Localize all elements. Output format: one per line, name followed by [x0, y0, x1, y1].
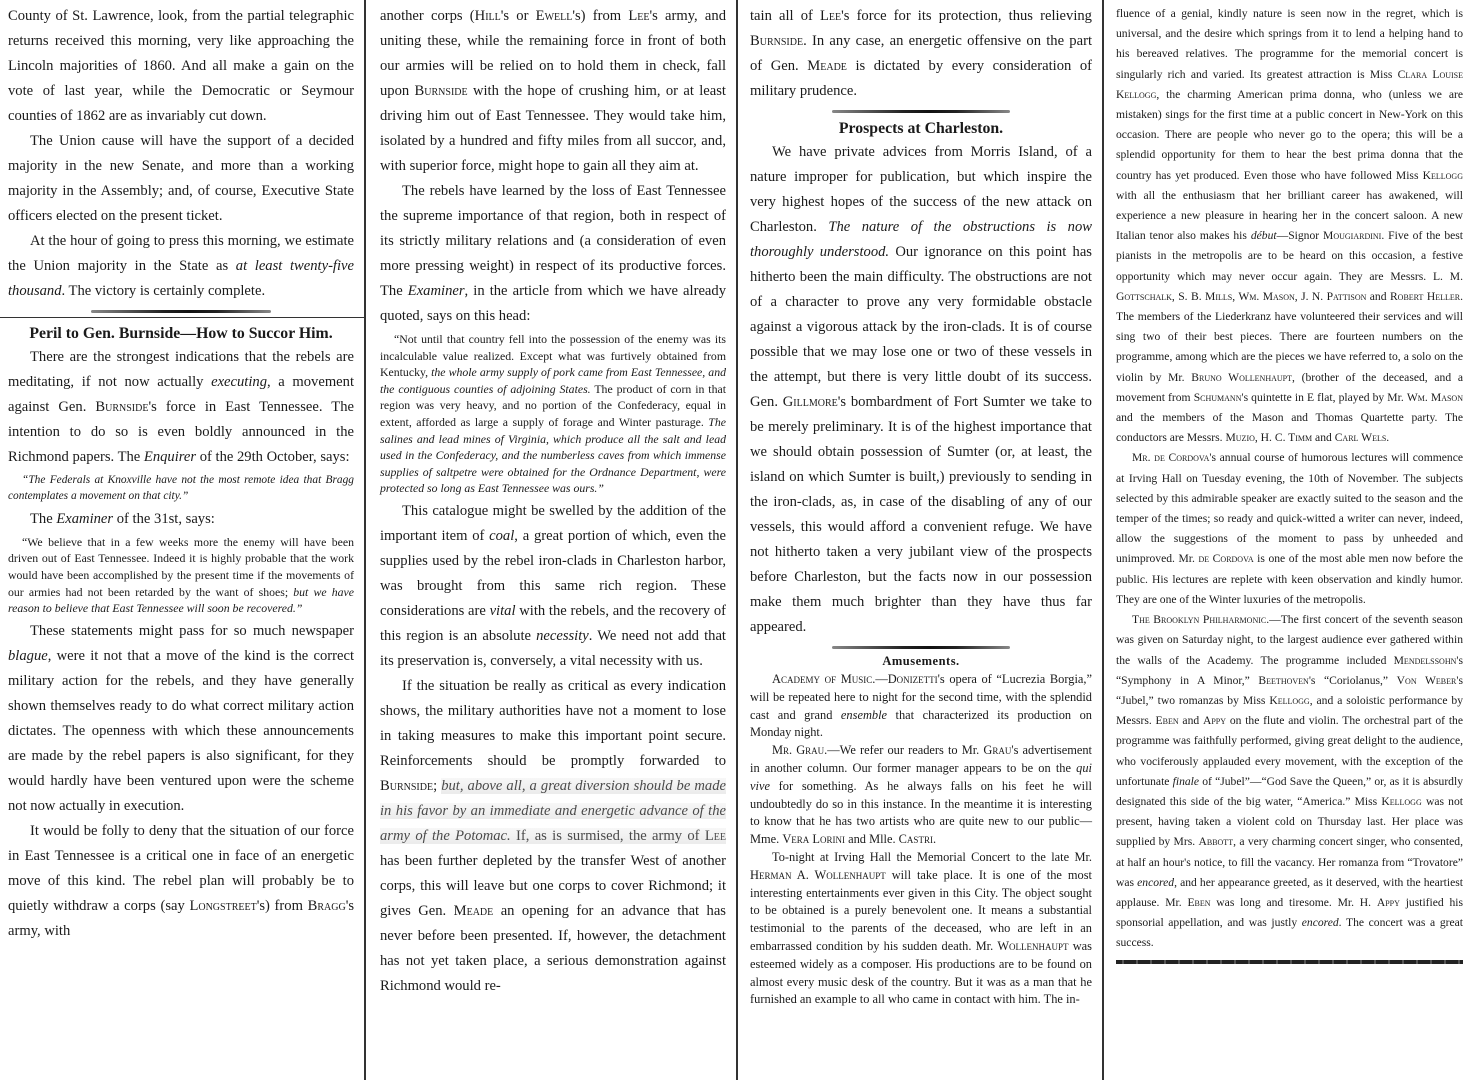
- burnside-conclusion: tain all of Lee's force for its protection, thus relieving Burnside. In any case, an energetic offensive on the part of Gen. Meade is dictated by every consideration of military prudence.: [750, 8, 1093, 99]
- section-divider: [832, 646, 1010, 649]
- critical-situation-paragraph: If the situation be really as critical as every indication shows, the military authorities have not a moment to lose in taking measures to make this important point secure. Reinforcements should be promptly forwarded to Burnside; but, above all, a great diversion should be made in his favor by an immediate and energetic advance of the army of the Potomac. If, as is surmised, the army of Lee has been further depleted by the transfer West of another corps, this will leave but one corps to cover Richmond; it gives Gen. Meade an opening for an advance that has never before been presented. If, however, the detachment has not yet taken place, a serious demonstration against Richmond would re-: [380, 677, 726, 994]
- memorial-concert-continuation: fluence of a genial, kindly nature is seen now in the regret, which is universal, and the desire which springs from it to lend a helping hand to his bereaved relatives. The programme for the memorial concert is singularly rich and varied. Its greatest attraction is Miss Clara Louise Kellogg, the charming American prima donna, who (unless we are mistaken) sings for the first time at a public concert in New-York on this occasion. There are people who never go to the opera; this will be a splendid opportunity for them to hear the best prima donna that the country has yet produced. Even those who have followed Miss Kellogg with all the enthusiasm that her brilliant career has awakened, will experience a new pleasure in hearing her in the concert saloon. A new Italian tenor also makes his début—Signor Mougiardini. Five of the best pianists in the metropolis are to be heard on this occasion, a festive opportunity which may never occur again. They are Messrs. L. M. Gottschalk, S. B. Mills, Wm. Mason, J. N. Pattison and Robert Heller. The members of the Liederkranz have volunteered their services and will sing two of their best pieces. There are fourteen numbers on the programme, among which are the pieces we have referred to, a solo on the violin by Mr. Bruno Wollenhaupt, (brother of the deceased, and a movement from Schumann's quintette in E flat, played by Mr. Wm. Mason and the members of the Mason and Thomas Quartette party. The conductors are Messrs. Muzio, H. C. Timm and Carl Wels.: [1116, 7, 1464, 445]
- union-majority-paragraph: At the hour of going to press this morning, we estimate the Union majority in the State as at least twenty-five thousand. The victory is certainly complete.: [8, 233, 354, 299]
- burnside-paragraph-1: There are the strongest indications that the rebels are meditating, if not now actually executing, a movement against Gen. Burnside's force in East Tennessee. The intention to do so is even boldly announced in the Richmond papers. The Enquirer of the 29th October, says:: [8, 349, 354, 465]
- folly-paragraph: It would be folly to deny that the situation of our force in East Tennessee is a critical one in face of an energetic move of this kind. The rebel plan will probably be to quietly withdraw a corps (say Longstreet's) from Bragg's army, with: [8, 822, 354, 939]
- examiner-quote: “We believe that in a few weeks more the enemy will have been driven out of East Tennessee. Indeed it is highly probable that the work would have been accomplished by the present time if the movements of our armies had not been retarded by the want of shoes; but we have reason to believe that East Tennessee will soon be recovered.”: [8, 534, 354, 616]
- column-4: [1104, 0, 1473, 1080]
- column-end-rule: [1116, 960, 1463, 964]
- examiner-intro: The Examiner of the 31st, says:: [30, 510, 215, 527]
- statements-paragraph: These statements might pass for so much newspaper blague, were it not that a move of the kind is the correct military action for the rebels, and they have generally shown themselves ready to do what correct military action dictates. The openness with which these announcements are made by the rebel papers is also significant, for they would hardly have been ventured upon were the scheme not now actually in execution.: [8, 622, 354, 814]
- amusements-headline: Amusements.: [882, 654, 960, 668]
- academy-paragraph: Academy of Music.—Donizetti's opera of “Lucrezia Borgia,” will be repeated here to night for the second time, with the splendid cast and grand ensemble that characterized its production on Monday night.: [750, 672, 1092, 740]
- enquirer-quote: “The Federals at Knoxville have not the most remote idea that Bragg contemplates a movement on that city.”: [8, 474, 354, 503]
- section-divider: [91, 310, 271, 313]
- memorial-concert-paragraph: To-night at Irving Hall the Memorial Concert to the late Mr. Herman A. Wollenhaupt will take place. It is one of the most interesting entertainments ever given in this City. The object sought to be obtained is a purely benevolent one. It means a substantial testimonial to the parents of the deceased, who are left in an embarrassed condition by his sudden death. Mr. Wollenhaupt was esteemed widely as a composer. His productions are to be found on almost every music desk of the country. But it was as a man that he furnished an example to all who came in contact with him. The in-: [750, 849, 1092, 1007]
- amusements-section: [750, 671, 1092, 1009]
- brooklyn-philharmonic-paragraph: The Brooklyn Philharmonic.—The first concert of the seventh season was given on Saturday night, to the largest audience ever gathered within the walls of the Academy. The programme included Mendelssohn's “Symphony in A Minor,” Beethoven's “Coriolanus,” Von Weber's “Jubel,” two romanzas by Miss Kellogg, and a soloistic performance by Messrs. Eben and Appy on the flute and violin. The orchestral part of the programme was faithfully performed, giving great delight to the audience, who vociferously applauded every movement, with the exception of the unfortunate finale of “Jubel”—“God Save the Queen,” or, as it is absurdly designated this side of the big water, “America.” Miss Kellogg was not present, having taken a violent cold on Thursday last. Her place was supplied by Mrs. Abbott, a very charming concert singer, who consented, at half an hour's notice, to fill the vacancy. Her romanza from “Trovatore” was encored, and her appearance greeted, as it deserved, with the heartiest applause. Mr. Eben was long and tiresome. Mr. H. Appy justified his sponsorial appellation, and was justly encored. The concert was a great success.: [1116, 613, 1463, 950]
- catalogue-paragraph: This catalogue might be swelled by the addition of the important item of coal, a great portion of which, even the supplies used by the rebel iron-clads in Charleston harbor, was brought from this same rich region. These considerations are vital with the rebels, and the recovery of this region is an absolute necessity. We need not add that its preservation is, conversely, a vital necessity with us.: [380, 502, 726, 669]
- grau-paragraph: Mr. Grau.—We refer our readers to Mr. Grau's advertisement in another column. Our former manager appears to be on the qui vive for something. As he always falls on his feet he will undoubtedly do so in this instance. In the meantime it is interesting to know that he has two artists who are quite new to our public—Mme. Vera Lorini and Mlle. Castri.: [750, 743, 1093, 847]
- de-cordova-paragraph: Mr. de Cordova's annual course of humorous lectures will commence at Irving Hall on Tuesday evening, the 10th of November. The subjects selected by this admirable speaker are exactly suited to the season and the temper of the times; so ready and quick-witted a writer can never, indeed, allow the suggestions of the moment to pass by unheeded and unimproved. Mr. de Cordova is one of the most able men now before the public. His lectures are replete with keen observation and kindly humor. They are one of the Winter luxuries of the metropolis.: [1116, 451, 1463, 606]
- charleston-paragraph: We have private advices from Morris Island, of a nature improper for publication, but which inspire the very highest hopes of the success of the new attack on Charleston. The nature of the obstructions is now thoroughly understood. Our ignorance on this point has hitherto been the main difficulty. The obstructions are not of a character to prove any very formidable obstacle against a vigorous attack by the iron-clads. It is of course possible that we may lose one or two of these vessels in the attempt, but there is very little doubt of its success. Gen. Gillmore's bombardment of Fort Sumter we take to be merely preliminary. It is of the highest importance that we should obtain possession of Sumter (or, at least, the island on which Sumter is built,) previously to sending in the iron-clads, as, in case of the disabling of any of our vessels, this would afford a convenient refuge. We have not hitherto taken a very jubilant view of the prospects before Charleston, but the facts now in our possession make them much brighter than they have thus far appeared.: [750, 144, 1092, 635]
- burnside-continuation: another corps (Hill's or Ewell's) from Lee's army, and uniting these, while the remaining force in front of both our armies will be relied on to hold them in check, fall upon Burnside with the hope of crushing him, or at least driving him out of East Tennessee. They would take him, isolated by a hundred and fifty miles from all succor, and, with superior force, might hope to gain all they aim at.: [380, 8, 726, 174]
- election-continuation: County of St. Lawrence, look, from the partial telegraphic returns received this morning, very like approaching the Lincoln majorities of 1860. And all make a gain on the vote of last year, while the Democratic or Seymour counties of 1862 are as invariably cut down.: [8, 8, 354, 124]
- examiner-value-quote: “Not until that country fell into the possession of the enemy was its incalculable value realized. Except what was furtively obtained from Kentucky, the whole army supply of pork came from East Tennessee, and the contiguous counties of adjoining States. The product of corn in that region was very heavy, and no portion of the Confederacy, equal in extent, afforded as large a supply of forage and Winter pasturage. The salines and lead mines of Virginia, which produce all the salt and lead used in the Confederacy, and the numberless caves from which immense supplies of saltpetre were obtained for the Ordnance Department, were protected so long as East Tennessee was ours.”: [380, 332, 727, 496]
- rebels-paragraph: The rebels have learned by the loss of East Tennessee the supreme importance of that region, both in respect of its strictly military relations and (a consideration of even more pressing weight) in respect of its productive forces. The Examiner, in the article from which we have already quoted, says on this head:: [380, 183, 727, 324]
- burnside-headline: Peril to Gen. Burnside—How to Succor Him.: [29, 325, 333, 342]
- charleston-headline: Prospects at Charleston.: [838, 120, 1004, 137]
- column-1: [0, 0, 366, 1080]
- union-cause-paragraph: The Union cause will have the support of a decided majority in the new Senate, and more than a working majority in the Assembly; and, of course, Executive State officers elected on the present ticket.: [8, 133, 354, 224]
- column-2: [366, 0, 738, 1080]
- column-3: [738, 0, 1104, 1080]
- section-divider: [832, 110, 1010, 113]
- article-separator: [0, 317, 364, 318]
